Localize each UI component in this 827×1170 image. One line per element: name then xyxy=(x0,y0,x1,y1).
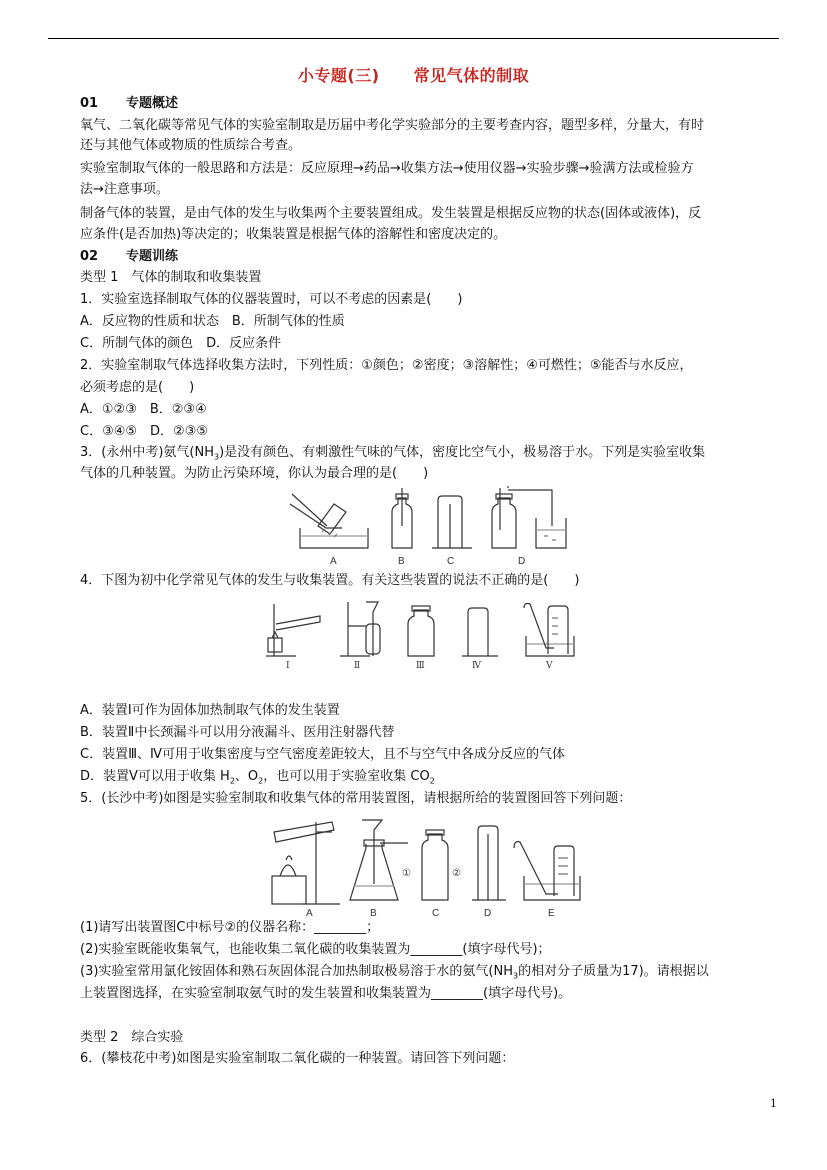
q5-apparatus-b xyxy=(350,820,408,900)
q5-apparatus-a xyxy=(272,822,340,904)
q4-label-1: Ⅰ xyxy=(286,661,290,670)
question-4-stem: 4．下图为初中化学常见气体的发生与收集装置。有关这些装置的说法不正确的是( ) xyxy=(80,573,580,588)
overview-line: 氧气、二氧化碳等常见气体的实验室制取是历届中考化学实验部分的主要考查内容，题型多样，分量大，有时 xyxy=(80,118,705,133)
q3-apparatus-c xyxy=(432,496,472,548)
q5-apparatus-d xyxy=(472,826,506,900)
page-title xyxy=(0,63,827,86)
header-rule xyxy=(48,38,779,39)
q5-apparatus-e xyxy=(514,842,580,900)
question-4-option-c: C．装置Ⅲ、Ⅳ可用于收集密度与空气密度差距较大，且不与空气中各成分反应的气体 xyxy=(80,747,566,762)
question-5-stem: 5．(长沙中考)如图是实验室制取和收集气体的常用装置图，请根据所给的装置图回答下列问题： xyxy=(80,791,632,806)
q5-label-d: D xyxy=(484,908,492,919)
q4-label-5: Ⅴ xyxy=(546,661,553,670)
question-5-sub3: 上装置图选择，在实验室制取氨气时的发生装置和收集装置为________(填字母代号)。 xyxy=(80,986,572,1001)
title-part2: 常见气体的制取 xyxy=(413,66,530,85)
question-2-stem: 必须考虑的是( ) xyxy=(80,380,195,395)
q4-apparatus-3 xyxy=(408,606,434,656)
q5-mark-2: ② xyxy=(452,868,461,879)
q3-label-d: D xyxy=(518,556,526,567)
q4-label-4: Ⅳ xyxy=(472,661,481,670)
q3-apparatus-a xyxy=(290,494,368,548)
overview-line: 应条件(是否加热)等决定的；收集装置是根据气体的溶解性和密度决定的。 xyxy=(80,227,507,242)
q4-apparatus-1 xyxy=(266,604,320,656)
question-5-sub3: (3)实验室常用氯化铵固体和熟石灰固体混合加热制取极易溶于水的氨气($NH_3$的相对分子质量为17)。请根据以 xyxy=(80,964,709,981)
q4-label-3: Ⅲ xyxy=(416,661,425,670)
overview-line: 法→注意事项。 xyxy=(80,182,169,197)
q5-apparatus-c xyxy=(422,830,448,900)
page-number: 1 xyxy=(770,1097,777,1110)
title-part1: 小专题(三) xyxy=(297,66,380,85)
q5-apparatus-figure xyxy=(262,814,592,920)
q3-label-b: B xyxy=(398,556,405,567)
q4-apparatus-4 xyxy=(462,608,498,656)
question-5-sub2: (2)实验室既能收集氧气，也能收集二氧化碳的收集装置为________(填字母代号)； xyxy=(80,942,551,957)
overview-line: 制备气体的装置，是由气体的发生与收集两个主要装置组成。发生装置是根据反应物的状态(固体或液体)，反 xyxy=(80,206,702,221)
q5-label-e: E xyxy=(548,908,555,919)
type2-heading: 类型 2 综合实验 xyxy=(80,1030,184,1045)
question-2-options: C．③④⑤ D．②③⑤ xyxy=(80,424,209,439)
q5-label-a: A xyxy=(306,908,313,919)
q5-label-c: C xyxy=(432,908,440,919)
section-heading-01: 01 专题概述 xyxy=(80,96,179,111)
type1-heading: 类型 1 气体的制取和收集装置 xyxy=(80,270,262,285)
q3-label-a: A xyxy=(330,556,337,567)
q4-apparatus-figure xyxy=(262,598,582,670)
section-heading-02: 02 专题训练 xyxy=(80,249,179,264)
question-4-option-d: D．装置Ⅴ可以用于收集 $H_2$、$O_2$，也可以用于实验室收集 $CO_2$ xyxy=(80,769,435,786)
q5-mark-1: ① xyxy=(402,868,411,879)
question-6-stem: 6．(攀枝花中考)如图是实验室制取二氧化碳的一种装置。请回答下列问题： xyxy=(80,1051,515,1066)
question-1-stem: 1．实验室选择制取气体的仪器装置时，可以不考虑的因素是( ) xyxy=(80,292,463,307)
question-2-stem: 2．实验室制取气体选择收集方法时，下列性质：①颜色；②密度；③溶解性；④可燃性；⑤能否与水反应， xyxy=(80,358,693,373)
q3-apparatus-d xyxy=(492,486,566,548)
question-1-options: A．反应物的性质和状态 B．所制气体的性质 xyxy=(80,314,345,329)
question-5-sub1: (1)请写出装置图C中标号②的仪器名称：________； xyxy=(80,920,380,935)
question-1-options: C．所制气体的颜色 D．反应条件 xyxy=(80,336,282,351)
question-3-stem: 3．(永州中考)氨气$(NH_3)$是没有颜色、有刺激性气味的气体，密度比空气小，极易溶于水。下列是实验室收集 xyxy=(80,445,706,462)
q5-label-b: B xyxy=(370,908,377,919)
q4-apparatus-2 xyxy=(340,602,380,656)
overview-line: 实验室制取气体的一般思路和方法是：反应原理→药品→收集方法→使用仪器→实验步骤→验满方法或检验方 xyxy=(80,161,694,176)
question-2-options: A．①②③ B．②③④ xyxy=(80,402,207,417)
q3-apparatus-figure xyxy=(282,486,572,570)
q3-label-c: C xyxy=(447,556,455,567)
q4-label-2: Ⅱ xyxy=(354,661,361,670)
question-3-stem: 气体的几种装置。为防止污染环境，你认为最合理的是( ) xyxy=(80,466,429,481)
q4-apparatus-5 xyxy=(524,604,574,657)
question-4-option-b: B．装置Ⅱ中长颈漏斗可以用分液漏斗、医用注射器代替 xyxy=(80,725,395,740)
q3-apparatus-b xyxy=(392,488,412,548)
overview-line: 还与其他气体或物质的性质综合考查。 xyxy=(80,138,302,153)
question-4-option-a: A．装置Ⅰ可作为固体加热制取气体的发生装置 xyxy=(80,703,340,718)
